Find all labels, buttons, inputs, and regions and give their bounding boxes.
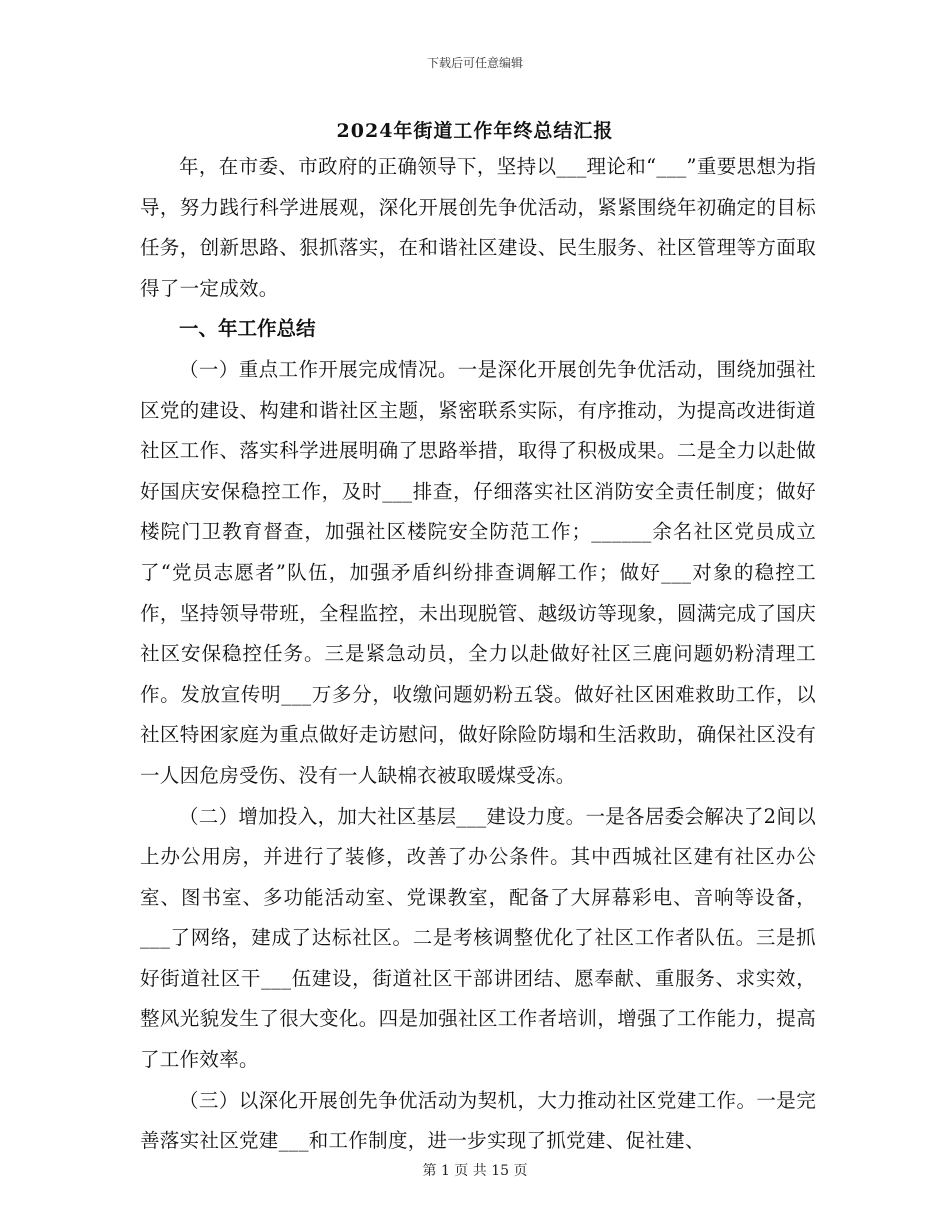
paragraph-2: （二）增加投入，加大社区基层___建设力度。一是各居委会解决了2间以上办公用房，并进行了装修，改善了办公条件。其中西城社区建有社区办公室、图书室、多功能活动室、党课教室，配备了大屏幕彩电、音响等设备，___了网络，建成了达标社区。二是考核调整优化了社区工作者队伍。三是抓好街道社区干___伍建设，街道社区干部讲团结、愿奉献、重服务、求实效，整风光貌发生了很大变化。四是加强社区工作者培训，增强了工作能力，提高了工作效率。 — [140, 804, 816, 1072]
paragraph-3: （三）以深化开展创先争优活动为契机，大力推动社区党建工作。一是完善落实社区党建___和工作制度，进一步实现了抓党建、促社建、 — [140, 1088, 816, 1153]
intro-paragraph: 年，在市委、市政府的正确领导下，坚持以___理论和“___”重要思想为指导，努力践行科学进展观，深化开展创先争优活动，紧紧围绕年初确定的目标任务，创新思路、狠抓落实，在和谐社区建设、民生服务、社区管理等方面取得了一定成效。 — [140, 155, 816, 300]
paragraph-1: （一）重点工作开展完成情况。一是深化开展创先争优活动，围绕加强社区党的建设、构建和谐社区主题，紧密联系实际，有序推动，为提高改进街道社区工作、落实科学进展明确了思路举措，取得了积极成果。二是全力以赴做好国庆安保稳控工作，及时___排查，仔细落实社区消防安全责任制度；做好楼院门卫教育督查，加强社区楼院安全防范工作；______余名社区党员成立了“党员志愿者”队伍，加强矛盾纠纷排查调解工作；做好___对象的稳控工作，坚持领导带班，全程监控，未出现脱管、越级访等现象，圆满完成了国庆社区安保稳控任务。三是紧急动员，全力以赴做好社区三鹿问题奶粉清理工作。发放宣传明___万多分，收缴问题奶粉五袋。做好社区困难救助工作，以社区特困家庭为重点做好走访慰问，做好除险防塌和生活救助，确保社区没有一人因危房受伤、没有一人缺棉衣被取暖煤受冻。 — [140, 357, 816, 787]
header-note: 下载后可任意编辑 — [426, 56, 523, 70]
document-body — [140, 147, 816, 1162]
document-title: 2024年街道工作年终总结汇报 — [336, 120, 614, 142]
page-footer: 第 1 页 共 15 页 — [422, 1163, 528, 1179]
section-heading: 一、年工作总结 — [179, 317, 316, 341]
